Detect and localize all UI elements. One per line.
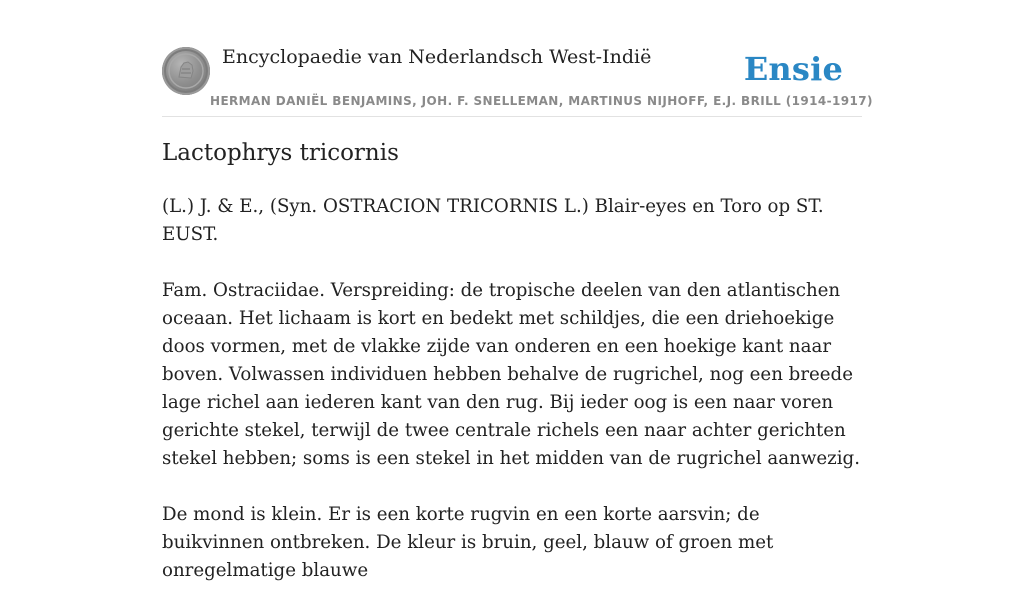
coin-seal-icon[interactable] (162, 47, 210, 95)
entry-content (162, 193, 862, 603)
book-authors: HERMAN DANIËL BENJAMINS, JOH. F. SNELLEMAN, MARTINUS NIJHOFF, E.J. BRILL (1914-1917) (210, 94, 873, 108)
entry-title: Lactophrys tricornis (162, 140, 399, 166)
site-header (162, 44, 873, 117)
book-title[interactable]: Encyclopaedie van Nederlandsch West-Indië (222, 46, 652, 68)
brand-logo[interactable]: Ensie (743, 50, 843, 88)
entry-paragraph-description: Fam. Ostraciidae. Verspreiding: de tropische deelen van den atlantischen oceaan. Het lichaam is kort en bedekt met schildjes, die een driehoekige doos vormen, met de vlakke zijde van onderen en een hoekige kant naar boven. Volwassen individuen hebben behalve de rugrichel, nog een breede lage richel aan iederen kant van den rug. Bij ieder oog is een naar voren gerichte stekel, terwijl de twee centrale richels een naar achter gerichten stekel hebben; soms is een stekel in het midden van de rugrichel aanwezig. (162, 280, 860, 469)
entry-paragraph-continued: De mond is klein. Er is een korte rugvin en een korte aarsvin; de buikvinnen ontbreken. De kleur is bruin, geel, blauw of groen met onregelmatige blauwe (162, 504, 774, 581)
entry-paragraph-synonyms: (L.) J. & E., (Syn. OSTRACION TRICORNIS L.) Blair-eyes en Toro op ST. EUST. (162, 196, 824, 245)
